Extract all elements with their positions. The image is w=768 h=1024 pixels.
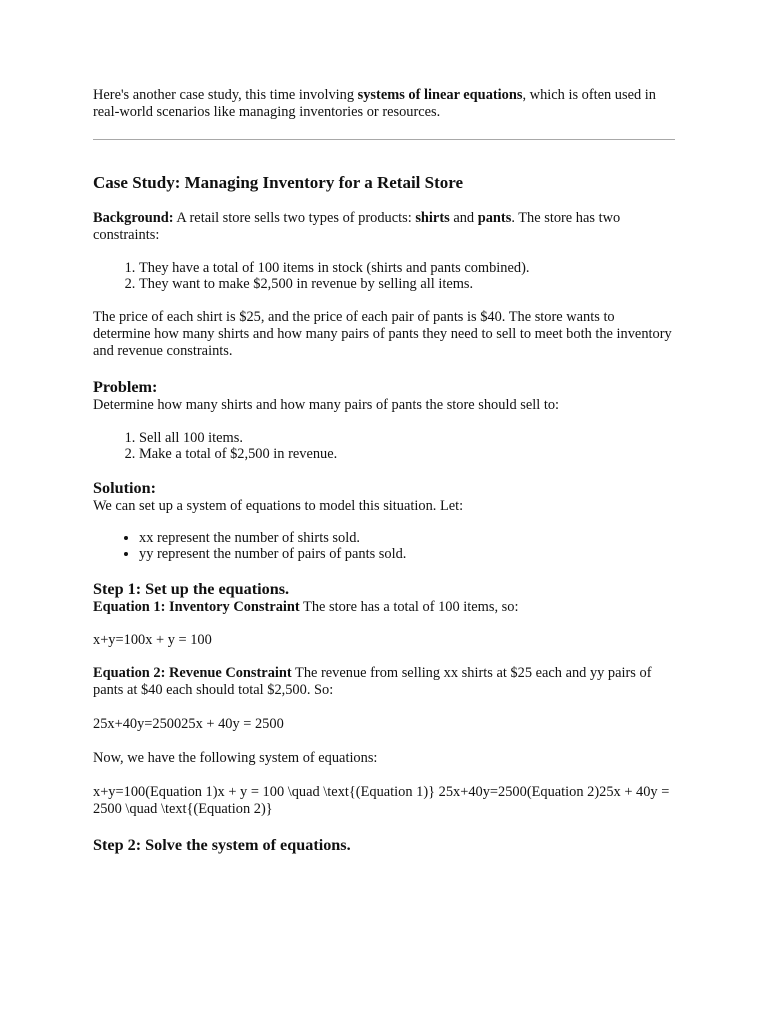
problem-list bbox=[93, 430, 675, 462]
background-label: Background: bbox=[93, 210, 174, 226]
intro-emphasis: systems of linear equations bbox=[357, 87, 523, 103]
pants-term: pants bbox=[477, 210, 512, 226]
list-item: 1. Sell all 100 items. bbox=[139, 430, 675, 446]
list-item: 1. They have a total of 100 items in stock (shirts and pants combined). bbox=[139, 260, 675, 276]
intro-paragraph bbox=[93, 87, 675, 121]
background-text: A retail store sells two types of products: bbox=[173, 210, 416, 226]
equation1-paragraph bbox=[93, 599, 675, 616]
intro-text-end: , which is often used in real-world scenarios like managing inventories or resources. bbox=[93, 87, 656, 120]
equation1-text: The store has a total of 100 items, so: bbox=[299, 599, 519, 615]
background-paragraph bbox=[93, 210, 675, 244]
list-item: 2. Make a total of $2,500 in revenue. bbox=[139, 446, 675, 462]
system-intro-paragraph: Now, we have the following system of equations: bbox=[93, 750, 378, 766]
list-item: • yy represent the number of pairs of pants sold. bbox=[139, 546, 675, 562]
background-and: and bbox=[449, 210, 478, 226]
price-paragraph: The price of each shirt is $25, and the price of each pair of pants is $40. The store wants to determine how many shirts and how many pairs of pants they need to sell to meet both the inventory and revenue constraints. bbox=[93, 309, 672, 359]
constraints-list bbox=[93, 260, 675, 292]
case-study-title: Case Study: Managing Inventory for a Retail Store bbox=[93, 173, 464, 192]
equation2-label: Equation 2: Revenue Constraint bbox=[93, 665, 292, 681]
solution-paragraph: We can set up a system of equations to model this situation. Let: bbox=[93, 498, 464, 514]
equation1: x+y=100x + y = 100 bbox=[93, 632, 212, 648]
equation2: 25x+40y=250025x + 40y = 2500 bbox=[93, 716, 284, 732]
problem-paragraph: Determine how many shirts and how many pairs of pants the store should sell to: bbox=[93, 397, 560, 413]
equation-system: x+y=100(Equation 1)x + y = 100 \quad \text{(Equation 1)} 25x+40y=2500(Equation 2)25x + 40y = 2500 \quad \text{(Equation 2)} bbox=[93, 784, 670, 817]
variables-list bbox=[93, 530, 675, 562]
step2-heading: Step 2: Solve the system of equations. bbox=[93, 836, 351, 854]
horizontal-rule bbox=[93, 139, 675, 140]
step1-heading: Step 1: Set up the equations. bbox=[93, 580, 290, 598]
equation2-paragraph bbox=[93, 665, 675, 699]
intro-text: Here's another case study, this time involving bbox=[93, 87, 358, 103]
equation1-label: Equation 1: Inventory Constraint bbox=[93, 599, 300, 615]
list-item: • xx represent the number of shirts sold. bbox=[139, 530, 675, 546]
list-item: 2. They want to make $2,500 in revenue by selling all items. bbox=[139, 276, 675, 292]
equation2-text: The revenue from selling xx shirts at $25 each and yy pairs of pants at $40 each should total $2,500. So: bbox=[93, 665, 652, 698]
shirts-term: shirts bbox=[415, 210, 450, 226]
document-page bbox=[93, 87, 675, 855]
background-text-end: . The store has two constraints: bbox=[93, 210, 621, 243]
solution-heading: Solution: bbox=[93, 479, 156, 497]
problem-heading: Problem: bbox=[93, 378, 158, 396]
